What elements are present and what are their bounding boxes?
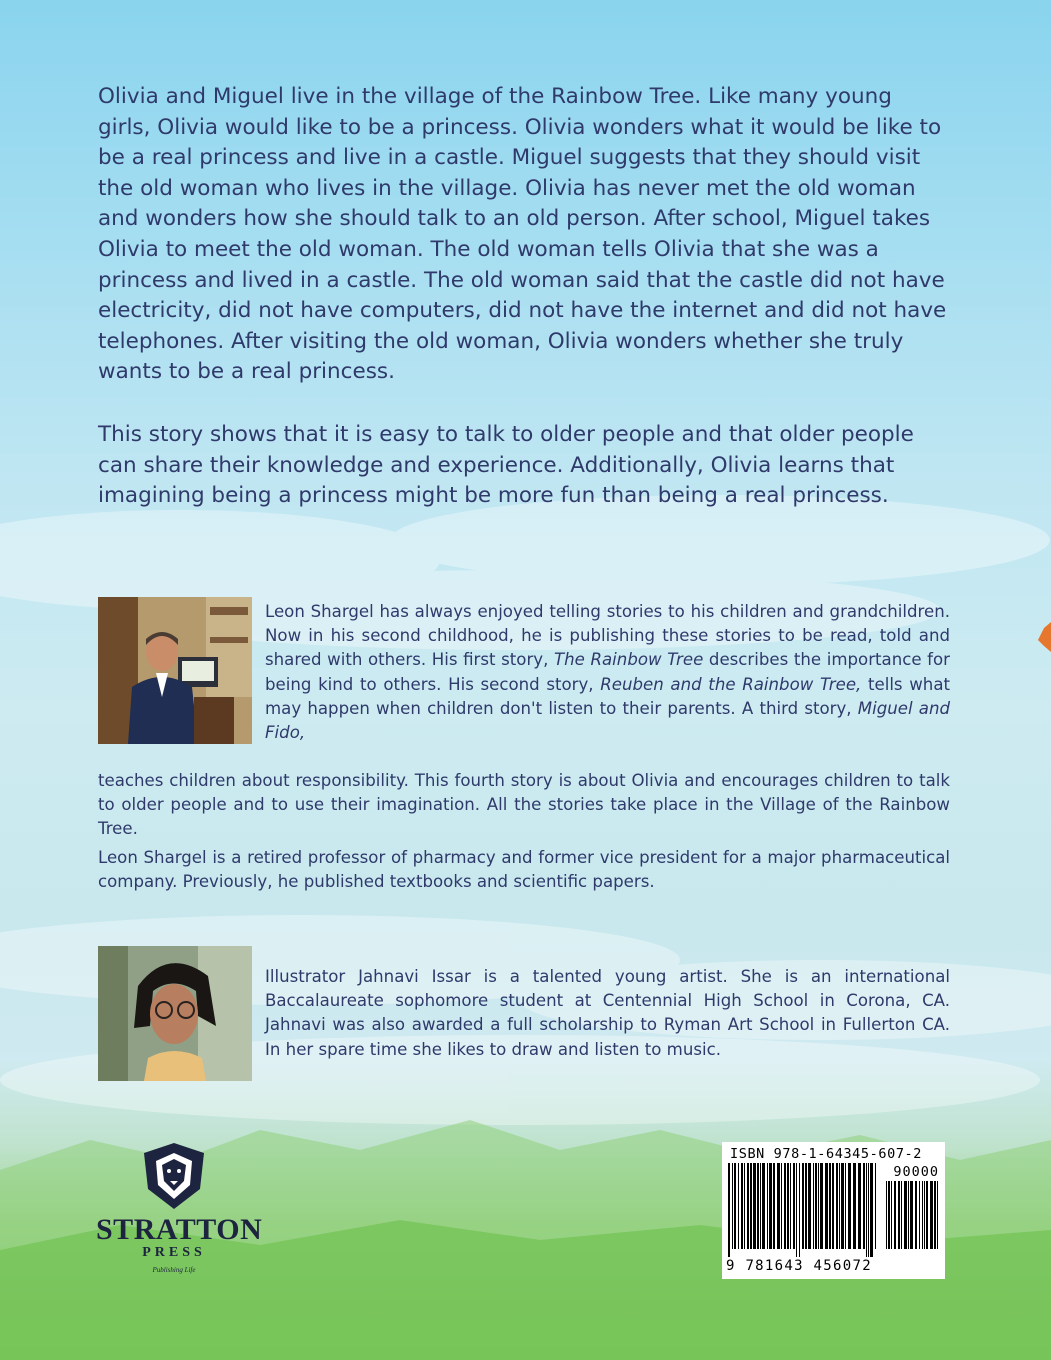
- addon-bar: [926, 1181, 928, 1249]
- barcode-bar: [870, 1163, 873, 1257]
- author-bio-part-1: Leon Shargel has always enjoyed telling stories to his children and grandchildren. Now in his second childhood, he is publishing these stories to be read, told and shared with others. His first story,: [265, 602, 950, 670]
- barcode-bar: [784, 1163, 786, 1249]
- addon-bar: [937, 1181, 938, 1249]
- barcode-bar: [802, 1163, 804, 1249]
- book-title-miguel-fido: Miguel and Fido,: [265, 698, 951, 743]
- barcode-bar: [845, 1163, 846, 1249]
- addon-bar: [934, 1181, 936, 1249]
- barcode-bar: [875, 1163, 876, 1249]
- barcode-bar: [773, 1163, 775, 1249]
- addon-bar: [898, 1181, 900, 1249]
- barcode-bar: [734, 1163, 736, 1249]
- illustrator-photo: [98, 946, 252, 1081]
- barcode-bar: [848, 1163, 851, 1249]
- addon-bar: [915, 1181, 917, 1249]
- author-bio-part-2: describes the importance for being kind to others. His second story,: [265, 650, 950, 694]
- barcode-bar: [760, 1163, 761, 1249]
- barcode-bar: [858, 1163, 861, 1249]
- barcode-bar: [738, 1163, 739, 1249]
- barcode-bar: [790, 1163, 791, 1249]
- barcode-bar: [808, 1163, 811, 1249]
- addon-bar: [891, 1181, 892, 1249]
- addon-bar: [888, 1181, 890, 1249]
- blurb-paragraph-1: Olivia and Miguel live in the village of the Rainbow Tree. Like many young girls, Olivia would like to be a princess. Olivia wonders what it would be like to be a real princess and live in a castle. Miguel suggests that they should visit the old woman who lives in the village. Olivia has never met the old woman and wonders how she should talk to an old person. After school, Miguel takes Olivia to meet the old woman. The old woman tells Olivia that she was a princess and lived in a castle. The old woman said that the castle did not have electricity, did not have computers, did not have the internet and did not have telephones. After visiting the old woman, Olivia wonders whether she truly wants to be a real princess.: [98, 84, 947, 385]
- illustrator-bio: Illustrator Jahnavi Issar is a talented young artist. She is an international Baccalaureate sophomore student at Centennial High School in Corona, CA. Jahnavi was also awarded a full scholarship to Ryman Art School in Fullerton CA. In her spare time she likes to draw and listen to music.: [265, 967, 950, 1059]
- barcode-bar: [839, 1163, 840, 1249]
- blurb-paragraph-2: This story shows that it is easy to talk to older people and that older people can share their knowledge and experience. Additionally, Olivia learns that imagining being a princess might be more fun than being a real princess.: [98, 422, 914, 509]
- barcode-bar: [825, 1163, 828, 1249]
- barcode-bar: [732, 1163, 733, 1249]
- barcode-bar: [818, 1163, 819, 1249]
- author-bio-part-3: tells what may happen when children don't listen to their parents. A third story,: [265, 674, 951, 718]
- barcode-bar: [769, 1163, 772, 1249]
- author-bio-part-4: teaches children about responsibility. This fourth story is about Olivia and encourages children to talk to older people and to use their imagination. All the stories take place in the Village of the Rainbow Tree.: [98, 771, 950, 839]
- addon-bar: [919, 1181, 920, 1249]
- barcode-bar: [820, 1163, 823, 1249]
- isbn-barcode: [722, 1142, 945, 1279]
- addon-bar: [924, 1181, 925, 1249]
- barcode-bar: [757, 1163, 759, 1249]
- barcode-bar: [829, 1163, 831, 1249]
- barcode-bar: [762, 1163, 765, 1249]
- barcode-bar: [796, 1163, 797, 1257]
- barcode-bar: [832, 1163, 834, 1249]
- addon-bar: [922, 1181, 923, 1249]
- addon-bar: [894, 1181, 896, 1249]
- barcode-bar: [747, 1163, 749, 1249]
- publisher-tagline: Publishing Life: [152, 1266, 196, 1274]
- barcode-bar: [750, 1163, 752, 1249]
- author-photo: [98, 597, 252, 744]
- barcode-bar: [741, 1163, 743, 1249]
- barcode-bars: [728, 1163, 940, 1259]
- barcode-bar: [866, 1163, 867, 1257]
- barcode-bar: [805, 1163, 807, 1249]
- author-bio-intro: [265, 600, 950, 745]
- barcode-bar: [787, 1163, 789, 1249]
- barcode-bar: [813, 1163, 814, 1249]
- barcode-bar: [836, 1163, 838, 1249]
- lion-shield-icon: [140, 1141, 208, 1211]
- author-bio-ending: [98, 769, 950, 842]
- barcode-bar: [744, 1163, 745, 1249]
- barcode-bar: [815, 1163, 817, 1249]
- price-code: 90000: [893, 1164, 939, 1180]
- addon-bar: [910, 1181, 913, 1249]
- book-title-rainbow-tree: The Rainbow Tree: [554, 650, 704, 670]
- book-title-reuben: Reuben and the Rainbow Tree,: [600, 674, 862, 694]
- barcode-bar: [777, 1163, 780, 1249]
- addon-bar: [908, 1181, 909, 1249]
- barcode-bar: [868, 1163, 869, 1257]
- barcode-digits: 9 781643 456072: [726, 1258, 872, 1274]
- author-bio-career: Leon Shargel is a retired professor of pharmacy and former vice president for a major pharmaceutical company. Previously, he published textbooks and scientific papers.: [98, 848, 950, 892]
- barcode-bar: [799, 1163, 800, 1257]
- barcode-bar: [781, 1163, 782, 1249]
- barcode-bar: [767, 1163, 768, 1249]
- barcode-bar: [728, 1163, 730, 1257]
- addon-bar: [886, 1181, 887, 1249]
- sun-icon: [1038, 622, 1051, 652]
- addon-bar: [901, 1181, 902, 1249]
- barcode-bar: [753, 1163, 756, 1249]
- barcode-bar: [793, 1163, 795, 1249]
- addon-bar: [930, 1181, 933, 1249]
- publisher-press: PRESS: [142, 1245, 206, 1260]
- publisher-name: STRATTON: [96, 1213, 263, 1246]
- isbn-label: ISBN 978-1-64345-607-2: [730, 1146, 923, 1162]
- barcode-bar: [853, 1163, 856, 1249]
- barcode-bar: [841, 1163, 844, 1249]
- addon-bar: [904, 1181, 907, 1249]
- barcode-bar: [863, 1163, 865, 1249]
